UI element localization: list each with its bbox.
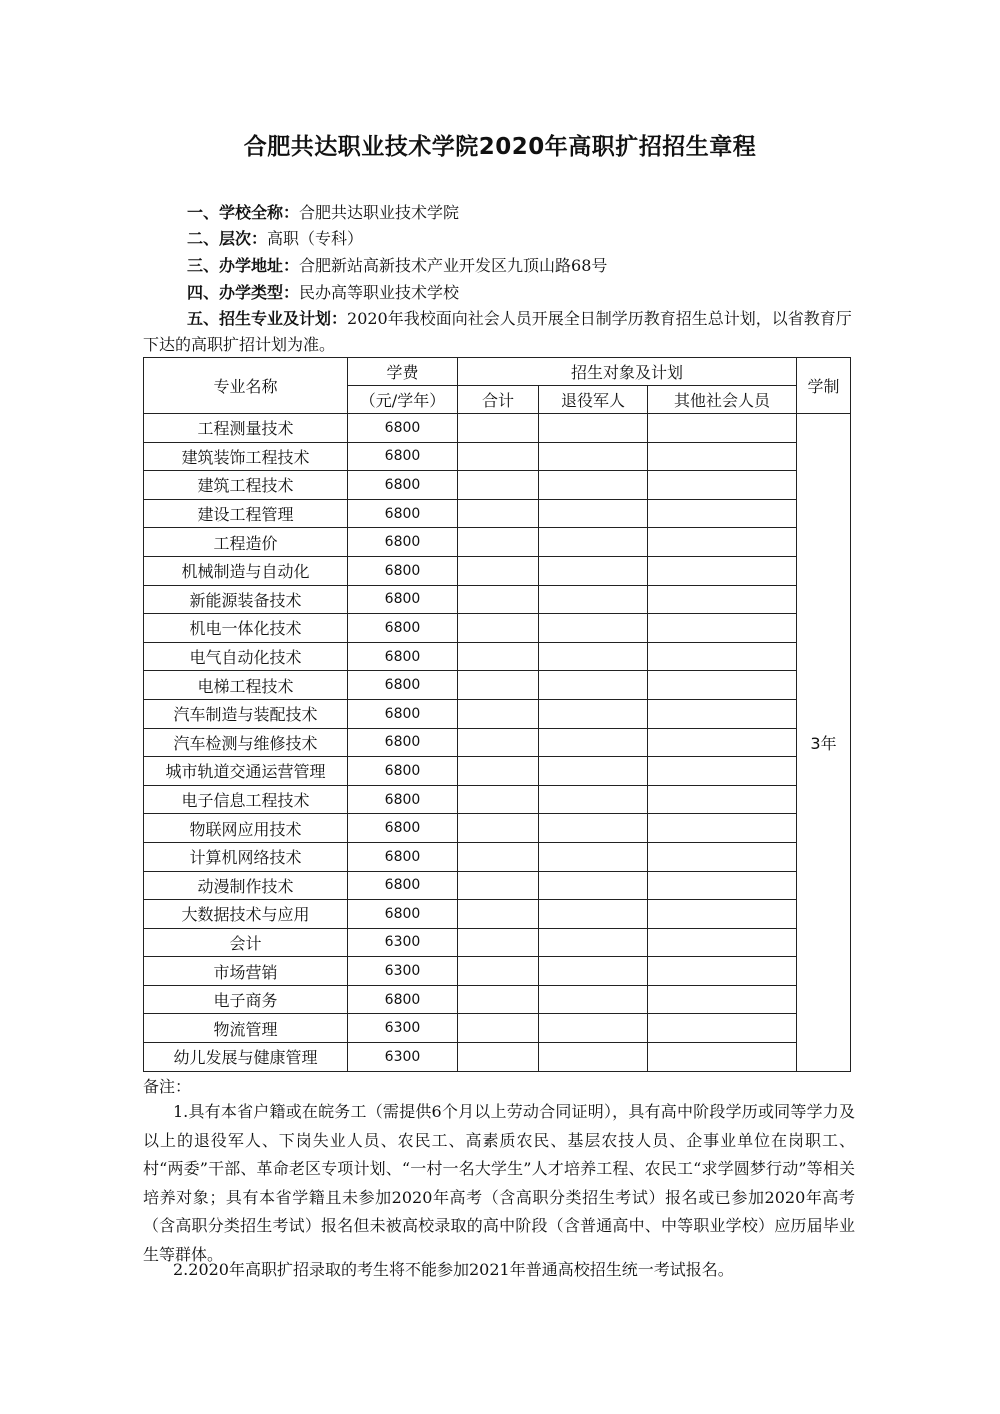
table-row bbox=[144, 785, 851, 814]
major-cell: 电梯工程技术 bbox=[144, 671, 348, 700]
major-cell: 计算机网络技术 bbox=[144, 842, 348, 871]
major-cell: 市场营销 bbox=[144, 957, 348, 986]
info-school-name bbox=[187, 200, 459, 226]
major-cell: 电气自动化技术 bbox=[144, 642, 348, 671]
major-cell: 建筑工程技术 bbox=[144, 471, 348, 500]
others-cell bbox=[648, 957, 797, 986]
fee-cell: 6300 bbox=[348, 957, 458, 986]
fee-cell: 6800 bbox=[348, 471, 458, 500]
veterans-cell bbox=[539, 528, 648, 557]
major-cell: 汽车检测与维修技术 bbox=[144, 728, 348, 757]
document-title: 合肥共达职业技术学院2020年高职扩招招生章程 bbox=[243, 134, 757, 160]
table-body bbox=[144, 414, 851, 1072]
veterans-cell bbox=[539, 728, 648, 757]
total-cell bbox=[458, 1043, 539, 1072]
veterans-cell bbox=[539, 499, 648, 528]
total-cell bbox=[458, 442, 539, 471]
major-cell: 动漫制作技术 bbox=[144, 871, 348, 900]
total-cell bbox=[458, 699, 539, 728]
table-row bbox=[144, 499, 851, 528]
header-others: 其他社会人员 bbox=[648, 386, 797, 414]
plan-intro-label: 五、招生专业及计划： bbox=[187, 309, 348, 328]
others-cell bbox=[648, 928, 797, 957]
others-cell bbox=[648, 871, 797, 900]
total-cell bbox=[458, 957, 539, 986]
major-cell: 会计 bbox=[144, 928, 348, 957]
others-cell bbox=[648, 900, 797, 929]
veterans-cell bbox=[539, 785, 648, 814]
header-total: 合计 bbox=[458, 386, 539, 414]
others-cell bbox=[648, 614, 797, 643]
major-cell: 新能源装备技术 bbox=[144, 585, 348, 614]
plan-intro bbox=[143, 306, 853, 358]
info-label: 四、办学类型： bbox=[187, 283, 300, 302]
table-row bbox=[144, 642, 851, 671]
table-row bbox=[144, 671, 851, 700]
table-row bbox=[144, 985, 851, 1014]
total-cell bbox=[458, 414, 539, 443]
fee-cell: 6800 bbox=[348, 499, 458, 528]
table-row bbox=[144, 1043, 851, 1072]
veterans-cell bbox=[539, 1014, 648, 1043]
veterans-cell bbox=[539, 442, 648, 471]
major-cell: 城市轨道交通运营管理 bbox=[144, 757, 348, 786]
info-label: 三、办学地址： bbox=[187, 256, 300, 275]
total-cell bbox=[458, 985, 539, 1014]
major-cell: 机械制造与自动化 bbox=[144, 556, 348, 585]
table-row bbox=[144, 471, 851, 500]
others-cell bbox=[648, 642, 797, 671]
total-cell bbox=[458, 785, 539, 814]
others-cell bbox=[648, 985, 797, 1014]
note-text: 1.具有本省户籍或在皖务工（需提供6个月以上劳动合同证明），具有高中阶段学历或同等学力及以上的退役军人、下岗失业人员、农民工、高素质农民、基层农技人员、企事业单位在岗职工、村“两委”干部、革命老区专项计划、“一村一名大学生”人才培养工程、农民工“求学圆梦行动”等相关培养对象；具有本省学籍且未参加2020年高考（含高职分类招生考试）报名或已参加2020年高考（含高职分类招生考试）报名但未被高校录取的高中阶段（含普通高中、中等职业学校）应历届毕业生等群体。 bbox=[143, 1102, 855, 1264]
veterans-cell bbox=[539, 556, 648, 585]
others-cell bbox=[648, 414, 797, 443]
major-cell: 物流管理 bbox=[144, 1014, 348, 1043]
plan-intro-text: 2020年我校面向社会人员开展全日制学历教育招生总计划，以省教育厅下达的高职扩招计划为准。 bbox=[143, 309, 852, 354]
duration-cell: 3年 bbox=[797, 414, 851, 1072]
table-row bbox=[144, 699, 851, 728]
total-cell bbox=[458, 900, 539, 929]
fee-cell: 6800 bbox=[348, 871, 458, 900]
note-text: 2.2020年高职扩招录取的考生将不能参加2021年普通高校招生统一考试报名。 bbox=[173, 1260, 734, 1279]
major-cell: 电子商务 bbox=[144, 985, 348, 1014]
fee-cell: 6800 bbox=[348, 642, 458, 671]
table-row bbox=[144, 728, 851, 757]
total-cell bbox=[458, 757, 539, 786]
info-value: 合肥新站高新技术产业开发区九顶山路68号 bbox=[299, 256, 608, 275]
veterans-cell bbox=[539, 414, 648, 443]
veterans-cell bbox=[539, 642, 648, 671]
major-cell: 建设工程管理 bbox=[144, 499, 348, 528]
veterans-cell bbox=[539, 928, 648, 957]
fee-cell: 6800 bbox=[348, 585, 458, 614]
total-cell bbox=[458, 471, 539, 500]
note-item bbox=[143, 1098, 855, 1269]
veterans-cell bbox=[539, 471, 648, 500]
table-row bbox=[144, 1014, 851, 1043]
total-cell bbox=[458, 614, 539, 643]
fee-cell: 6800 bbox=[348, 671, 458, 700]
fee-cell: 6800 bbox=[348, 556, 458, 585]
table-row bbox=[144, 442, 851, 471]
table-row bbox=[144, 814, 851, 843]
others-cell bbox=[648, 556, 797, 585]
major-cell: 建筑装饰工程技术 bbox=[144, 442, 348, 471]
table-row bbox=[144, 614, 851, 643]
table-row bbox=[144, 528, 851, 557]
table-row bbox=[144, 957, 851, 986]
major-cell: 汽车制造与装配技术 bbox=[144, 699, 348, 728]
header-duration: 学制 bbox=[797, 358, 851, 414]
fee-cell: 6800 bbox=[348, 900, 458, 929]
major-cell: 工程造价 bbox=[144, 528, 348, 557]
info-level bbox=[187, 226, 363, 252]
veterans-cell bbox=[539, 814, 648, 843]
total-cell bbox=[458, 585, 539, 614]
header-target: 招生对象及计划 bbox=[458, 358, 797, 386]
veterans-cell bbox=[539, 671, 648, 700]
fee-cell: 6800 bbox=[348, 985, 458, 1014]
others-cell bbox=[648, 785, 797, 814]
fee-cell: 6300 bbox=[348, 1043, 458, 1072]
fee-cell: 6800 bbox=[348, 442, 458, 471]
major-cell: 工程测量技术 bbox=[144, 414, 348, 443]
major-cell: 物联网应用技术 bbox=[144, 814, 348, 843]
total-cell bbox=[458, 842, 539, 871]
fee-cell: 6800 bbox=[348, 728, 458, 757]
veterans-cell bbox=[539, 957, 648, 986]
fee-cell: 6800 bbox=[348, 614, 458, 643]
major-cell: 大数据技术与应用 bbox=[144, 900, 348, 929]
total-cell bbox=[458, 528, 539, 557]
table-row bbox=[144, 556, 851, 585]
veterans-cell bbox=[539, 757, 648, 786]
fee-cell: 6800 bbox=[348, 699, 458, 728]
major-cell: 幼儿发展与健康管理 bbox=[144, 1043, 348, 1072]
enrollment-plan-table bbox=[143, 357, 851, 1072]
info-label: 一、学校全称： bbox=[187, 203, 300, 222]
info-label: 二、层次： bbox=[187, 229, 268, 248]
others-cell bbox=[648, 499, 797, 528]
others-cell bbox=[648, 842, 797, 871]
total-cell bbox=[458, 556, 539, 585]
total-cell bbox=[458, 499, 539, 528]
table-row bbox=[144, 414, 851, 443]
info-value: 高职（专科） bbox=[267, 229, 364, 248]
header-veterans: 退役军人 bbox=[539, 386, 648, 414]
total-cell bbox=[458, 814, 539, 843]
others-cell bbox=[648, 442, 797, 471]
others-cell bbox=[648, 757, 797, 786]
total-cell bbox=[458, 671, 539, 700]
note-item bbox=[143, 1256, 855, 1285]
major-cell: 电子信息工程技术 bbox=[144, 785, 348, 814]
others-cell bbox=[648, 814, 797, 843]
info-value: 合肥共达职业技术学院 bbox=[299, 203, 460, 222]
header-major: 专业名称 bbox=[144, 358, 348, 414]
fee-cell: 6800 bbox=[348, 842, 458, 871]
veterans-cell bbox=[539, 900, 648, 929]
total-cell bbox=[458, 928, 539, 957]
table-row bbox=[144, 842, 851, 871]
fee-cell: 6800 bbox=[348, 528, 458, 557]
header-fee: 学费 bbox=[348, 358, 458, 386]
table-row bbox=[144, 928, 851, 957]
veterans-cell bbox=[539, 985, 648, 1014]
veterans-cell bbox=[539, 871, 648, 900]
table-row bbox=[144, 585, 851, 614]
others-cell bbox=[648, 728, 797, 757]
header-fee-unit: （元/学年） bbox=[348, 386, 458, 414]
others-cell bbox=[648, 699, 797, 728]
major-cell: 机电一体化技术 bbox=[144, 614, 348, 643]
others-cell bbox=[648, 585, 797, 614]
veterans-cell bbox=[539, 1043, 648, 1072]
table-row bbox=[144, 900, 851, 929]
info-value: 民办高等职业技术学校 bbox=[299, 283, 460, 302]
total-cell bbox=[458, 642, 539, 671]
fee-cell: 6300 bbox=[348, 928, 458, 957]
info-school-type bbox=[187, 280, 459, 306]
fee-cell: 6800 bbox=[348, 814, 458, 843]
total-cell bbox=[458, 871, 539, 900]
veterans-cell bbox=[539, 699, 648, 728]
fee-cell: 6800 bbox=[348, 785, 458, 814]
notes-label: 备注： bbox=[143, 1077, 192, 1096]
total-cell bbox=[458, 1014, 539, 1043]
others-cell bbox=[648, 471, 797, 500]
veterans-cell bbox=[539, 585, 648, 614]
veterans-cell bbox=[539, 842, 648, 871]
table-row bbox=[144, 757, 851, 786]
others-cell bbox=[648, 1043, 797, 1072]
total-cell bbox=[458, 728, 539, 757]
others-cell bbox=[648, 671, 797, 700]
fee-cell: 6800 bbox=[348, 757, 458, 786]
info-address bbox=[187, 253, 607, 279]
others-cell bbox=[648, 1014, 797, 1043]
others-cell bbox=[648, 528, 797, 557]
veterans-cell bbox=[539, 614, 648, 643]
table-row bbox=[144, 871, 851, 900]
fee-cell: 6800 bbox=[348, 414, 458, 443]
fee-cell: 6300 bbox=[348, 1014, 458, 1043]
